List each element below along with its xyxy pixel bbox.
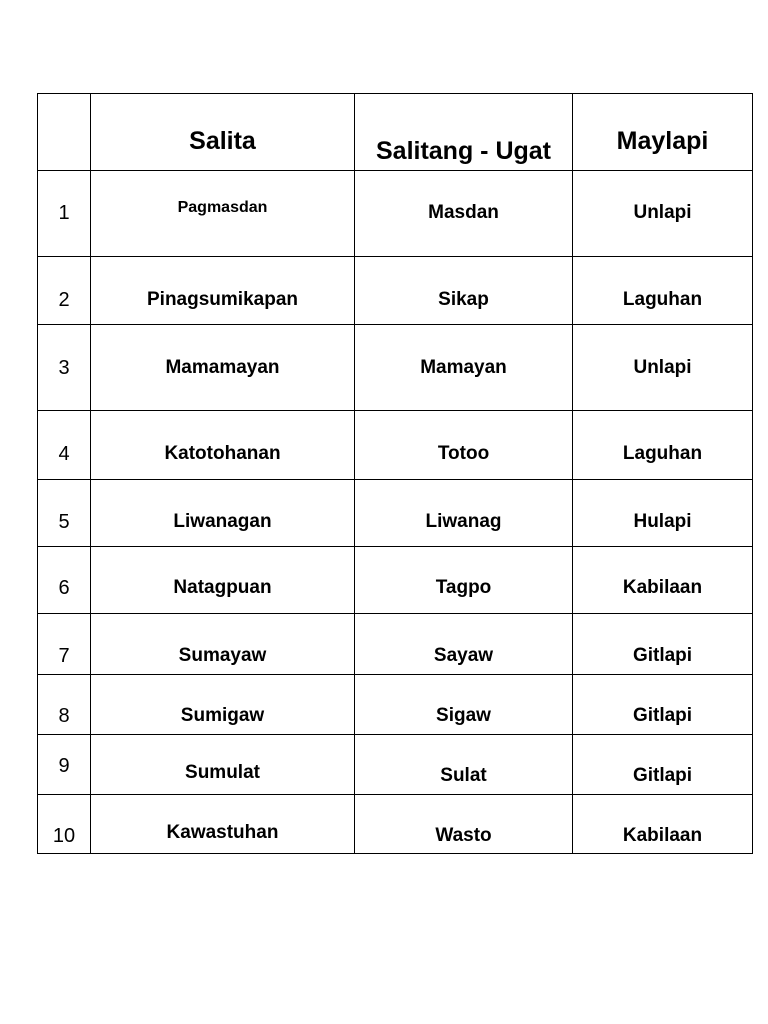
header-salita bbox=[91, 94, 355, 171]
maylapi-cell bbox=[573, 735, 753, 795]
ugat-cell bbox=[355, 735, 573, 795]
salita-text: Sumulat bbox=[185, 762, 260, 783]
row-number-text: 10 bbox=[52, 825, 76, 847]
table-row bbox=[38, 411, 753, 480]
row-number-text: 1 bbox=[58, 202, 70, 224]
ugat-cell bbox=[355, 411, 573, 480]
maylapi-text: Laguhan bbox=[622, 289, 703, 310]
row-number bbox=[38, 171, 91, 257]
maylapi-cell bbox=[573, 257, 753, 325]
maylapi-text: Gitlapi bbox=[632, 705, 693, 726]
ugat-text: Totoo bbox=[437, 443, 490, 464]
table-row bbox=[38, 675, 753, 735]
salita-cell bbox=[91, 547, 355, 614]
maylapi-text: Hulapi bbox=[633, 511, 692, 532]
salita-cell bbox=[91, 614, 355, 675]
ugat-text: Wasto bbox=[435, 825, 492, 846]
maylapi-text: Kabilaan bbox=[622, 825, 703, 846]
maylapi-cell bbox=[573, 614, 753, 675]
ugat-cell bbox=[355, 171, 573, 257]
ugat-text: Sigaw bbox=[436, 705, 491, 726]
row-number bbox=[38, 614, 91, 675]
ugat-cell bbox=[355, 547, 573, 614]
maylapi-cell bbox=[573, 411, 753, 480]
row-number bbox=[38, 735, 91, 795]
maylapi-text: Unlapi bbox=[633, 202, 692, 223]
salita-cell bbox=[91, 257, 355, 325]
maylapi-cell bbox=[573, 325, 753, 411]
table-row bbox=[38, 257, 753, 325]
salita-cell bbox=[91, 411, 355, 480]
row-number-text: 2 bbox=[58, 289, 70, 311]
maylapi-cell bbox=[573, 675, 753, 735]
row-number-text: 9 bbox=[58, 755, 70, 777]
ugat-cell bbox=[355, 614, 573, 675]
salita-cell bbox=[91, 795, 355, 854]
header-salitang-ugat bbox=[355, 94, 573, 171]
ugat-text: Sayaw bbox=[433, 645, 494, 666]
maylapi-text: Laguhan bbox=[622, 443, 703, 464]
row-number bbox=[38, 795, 91, 854]
row-number-text: 7 bbox=[58, 645, 70, 667]
row-number bbox=[38, 411, 91, 480]
salita-cell bbox=[91, 675, 355, 735]
row-number-text: 4 bbox=[58, 443, 70, 465]
ugat-text: Sulat bbox=[440, 765, 487, 786]
ugat-text: Liwanag bbox=[425, 511, 502, 532]
salita-cell bbox=[91, 480, 355, 547]
header-number bbox=[38, 94, 91, 171]
row-number bbox=[38, 325, 91, 411]
maylapi-cell bbox=[573, 171, 753, 257]
salita-text: Liwanagan bbox=[173, 511, 272, 532]
maylapi-text: Unlapi bbox=[633, 357, 692, 378]
table-row bbox=[38, 735, 753, 795]
row-number-text: 3 bbox=[58, 357, 70, 379]
header-salitang-ugat-label: Salitang - Ugat bbox=[375, 137, 551, 165]
table-row bbox=[38, 480, 753, 547]
salita-cell bbox=[91, 325, 355, 411]
table-row bbox=[38, 795, 753, 854]
salita-text: Sumayaw bbox=[178, 645, 267, 666]
row-number-text: 8 bbox=[58, 705, 70, 727]
ugat-text: Tagpo bbox=[435, 577, 492, 598]
table-row bbox=[38, 171, 753, 257]
salita-cell bbox=[91, 171, 355, 257]
ugat-cell bbox=[355, 675, 573, 735]
row-number-text: 5 bbox=[58, 511, 70, 533]
ugat-text: Masdan bbox=[428, 202, 499, 223]
maylapi-text: Gitlapi bbox=[632, 645, 693, 666]
salita-text: Pagmasdan bbox=[177, 199, 268, 216]
table-row bbox=[38, 325, 753, 411]
header-row bbox=[38, 94, 753, 171]
header-maylapi-label: Maylapi bbox=[616, 127, 709, 155]
ugat-text: Mamayan bbox=[420, 357, 507, 378]
salita-text: Sumigaw bbox=[180, 705, 265, 726]
header-maylapi bbox=[573, 94, 753, 171]
ugat-cell bbox=[355, 325, 573, 411]
row-number bbox=[38, 480, 91, 547]
ugat-cell bbox=[355, 795, 573, 854]
table-row bbox=[38, 547, 753, 614]
salita-text: Mamamayan bbox=[165, 357, 280, 378]
salita-text: Natagpuan bbox=[173, 577, 272, 598]
table-row bbox=[38, 614, 753, 675]
ugat-text: Sikap bbox=[438, 289, 489, 310]
ugat-cell bbox=[355, 480, 573, 547]
salita-cell bbox=[91, 735, 355, 795]
row-number bbox=[38, 257, 91, 325]
row-number bbox=[38, 547, 91, 614]
maylapi-cell bbox=[573, 547, 753, 614]
row-number bbox=[38, 675, 91, 735]
header-salita-label: Salita bbox=[189, 127, 256, 155]
ugat-cell bbox=[355, 257, 573, 325]
maylapi-text: Gitlapi bbox=[632, 765, 693, 786]
salita-text: Pinagsumikapan bbox=[147, 289, 298, 310]
salita-text: Katotohanan bbox=[164, 443, 281, 464]
maylapi-cell bbox=[573, 480, 753, 547]
word-table bbox=[37, 93, 753, 854]
salita-text: Kawastuhan bbox=[166, 822, 279, 843]
maylapi-cell bbox=[573, 795, 753, 854]
row-number-text: 6 bbox=[58, 577, 70, 599]
maylapi-text: Kabilaan bbox=[622, 577, 703, 598]
